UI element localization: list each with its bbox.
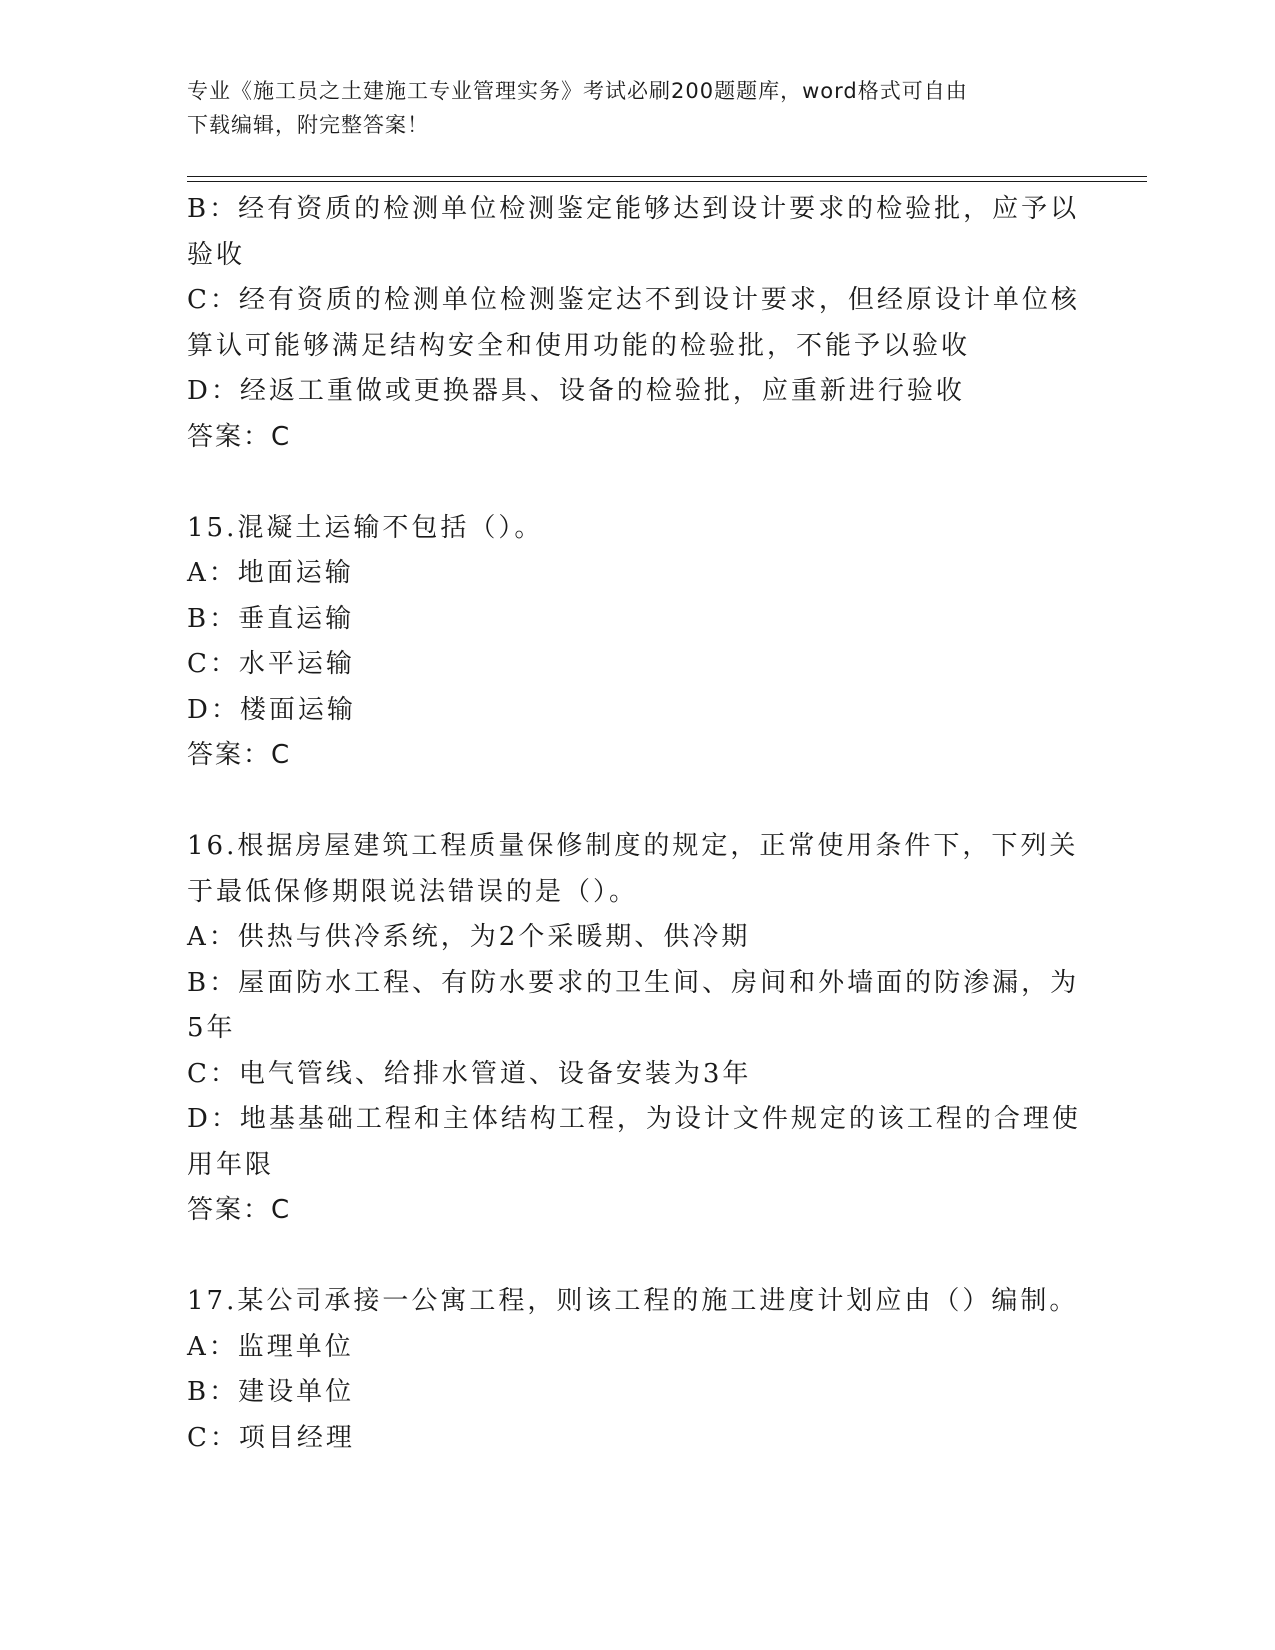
spacer xyxy=(187,1234,1067,1280)
option-d: D：楼面运输 xyxy=(187,694,356,725)
option-c: C：水平运输 xyxy=(187,649,355,679)
option-c: C：项目经理 xyxy=(187,1422,355,1453)
header-rule-top xyxy=(187,176,1147,177)
question-15-block xyxy=(187,506,1067,779)
question-16-block xyxy=(187,824,1081,1234)
header-rule-bottom xyxy=(187,181,1147,182)
option-b: B：垂直运输 xyxy=(187,603,355,634)
option-a: A：监理单位 xyxy=(187,1331,354,1362)
question-text: 15.混凝土运输不包括（）。 xyxy=(187,512,544,543)
question-14-block xyxy=(187,187,1080,460)
spacer xyxy=(187,779,1067,825)
question-text: 17.某公司承接一公寓工程，则该工程的施工进度计划应由（）编制。 xyxy=(187,1286,1079,1316)
option-d-continued: 用年限 xyxy=(187,1149,275,1180)
option-a: A：地面运输 xyxy=(187,558,354,588)
option-b-continued: 5年 xyxy=(187,1013,236,1043)
option-c: C：电气管线、给排水管道、设备安装为3年 xyxy=(187,1058,752,1089)
option-c-continued: 算认可能够满足结构安全和使用功能的检验批，不能予以验收 xyxy=(187,330,971,361)
answer: 答案：C xyxy=(187,1195,292,1225)
option-c: C：经有资质的检测单位检测鉴定达不到设计要求，但经原设计单位核 xyxy=(187,285,1080,315)
question-17-block xyxy=(187,1279,1079,1461)
answer: 答案：C xyxy=(187,740,292,770)
option-b: B：建设单位 xyxy=(187,1377,355,1407)
option-b: B：经有资质的检测单位检测鉴定能够达到设计要求的检验批，应予以 xyxy=(187,194,1080,224)
option-a: A：供热与供冷系统，为2个采暖期、供冷期 xyxy=(187,922,751,952)
option-d: D：地基基础工程和主体结构工程，为设计文件规定的该工程的合理使 xyxy=(187,1104,1081,1134)
header-line-1: 专业《施工员之土建施工专业管理实务》考试必刷200题题库，word格式可自由 xyxy=(187,79,968,103)
document-body xyxy=(187,187,1081,1461)
option-b-continued: 验收 xyxy=(187,239,246,270)
spacer xyxy=(187,460,1067,506)
question-text-continued: 于最低保修期限说法错误的是（）。 xyxy=(187,876,639,907)
document-header xyxy=(187,74,1067,142)
option-b: B：屋面防水工程、有防水要求的卫生间、房间和外墙面的防渗漏，为 xyxy=(187,967,1080,998)
answer: 答案：C xyxy=(187,421,292,452)
header-line-2: 下载编辑，附完整答案！ xyxy=(187,113,429,137)
option-d: D：经返工重做或更换器具、设备的检验批，应重新进行验收 xyxy=(187,376,965,406)
question-text: 16.根据房屋建筑工程质量保修制度的规定，正常使用条件下，下列关 xyxy=(187,831,1079,861)
